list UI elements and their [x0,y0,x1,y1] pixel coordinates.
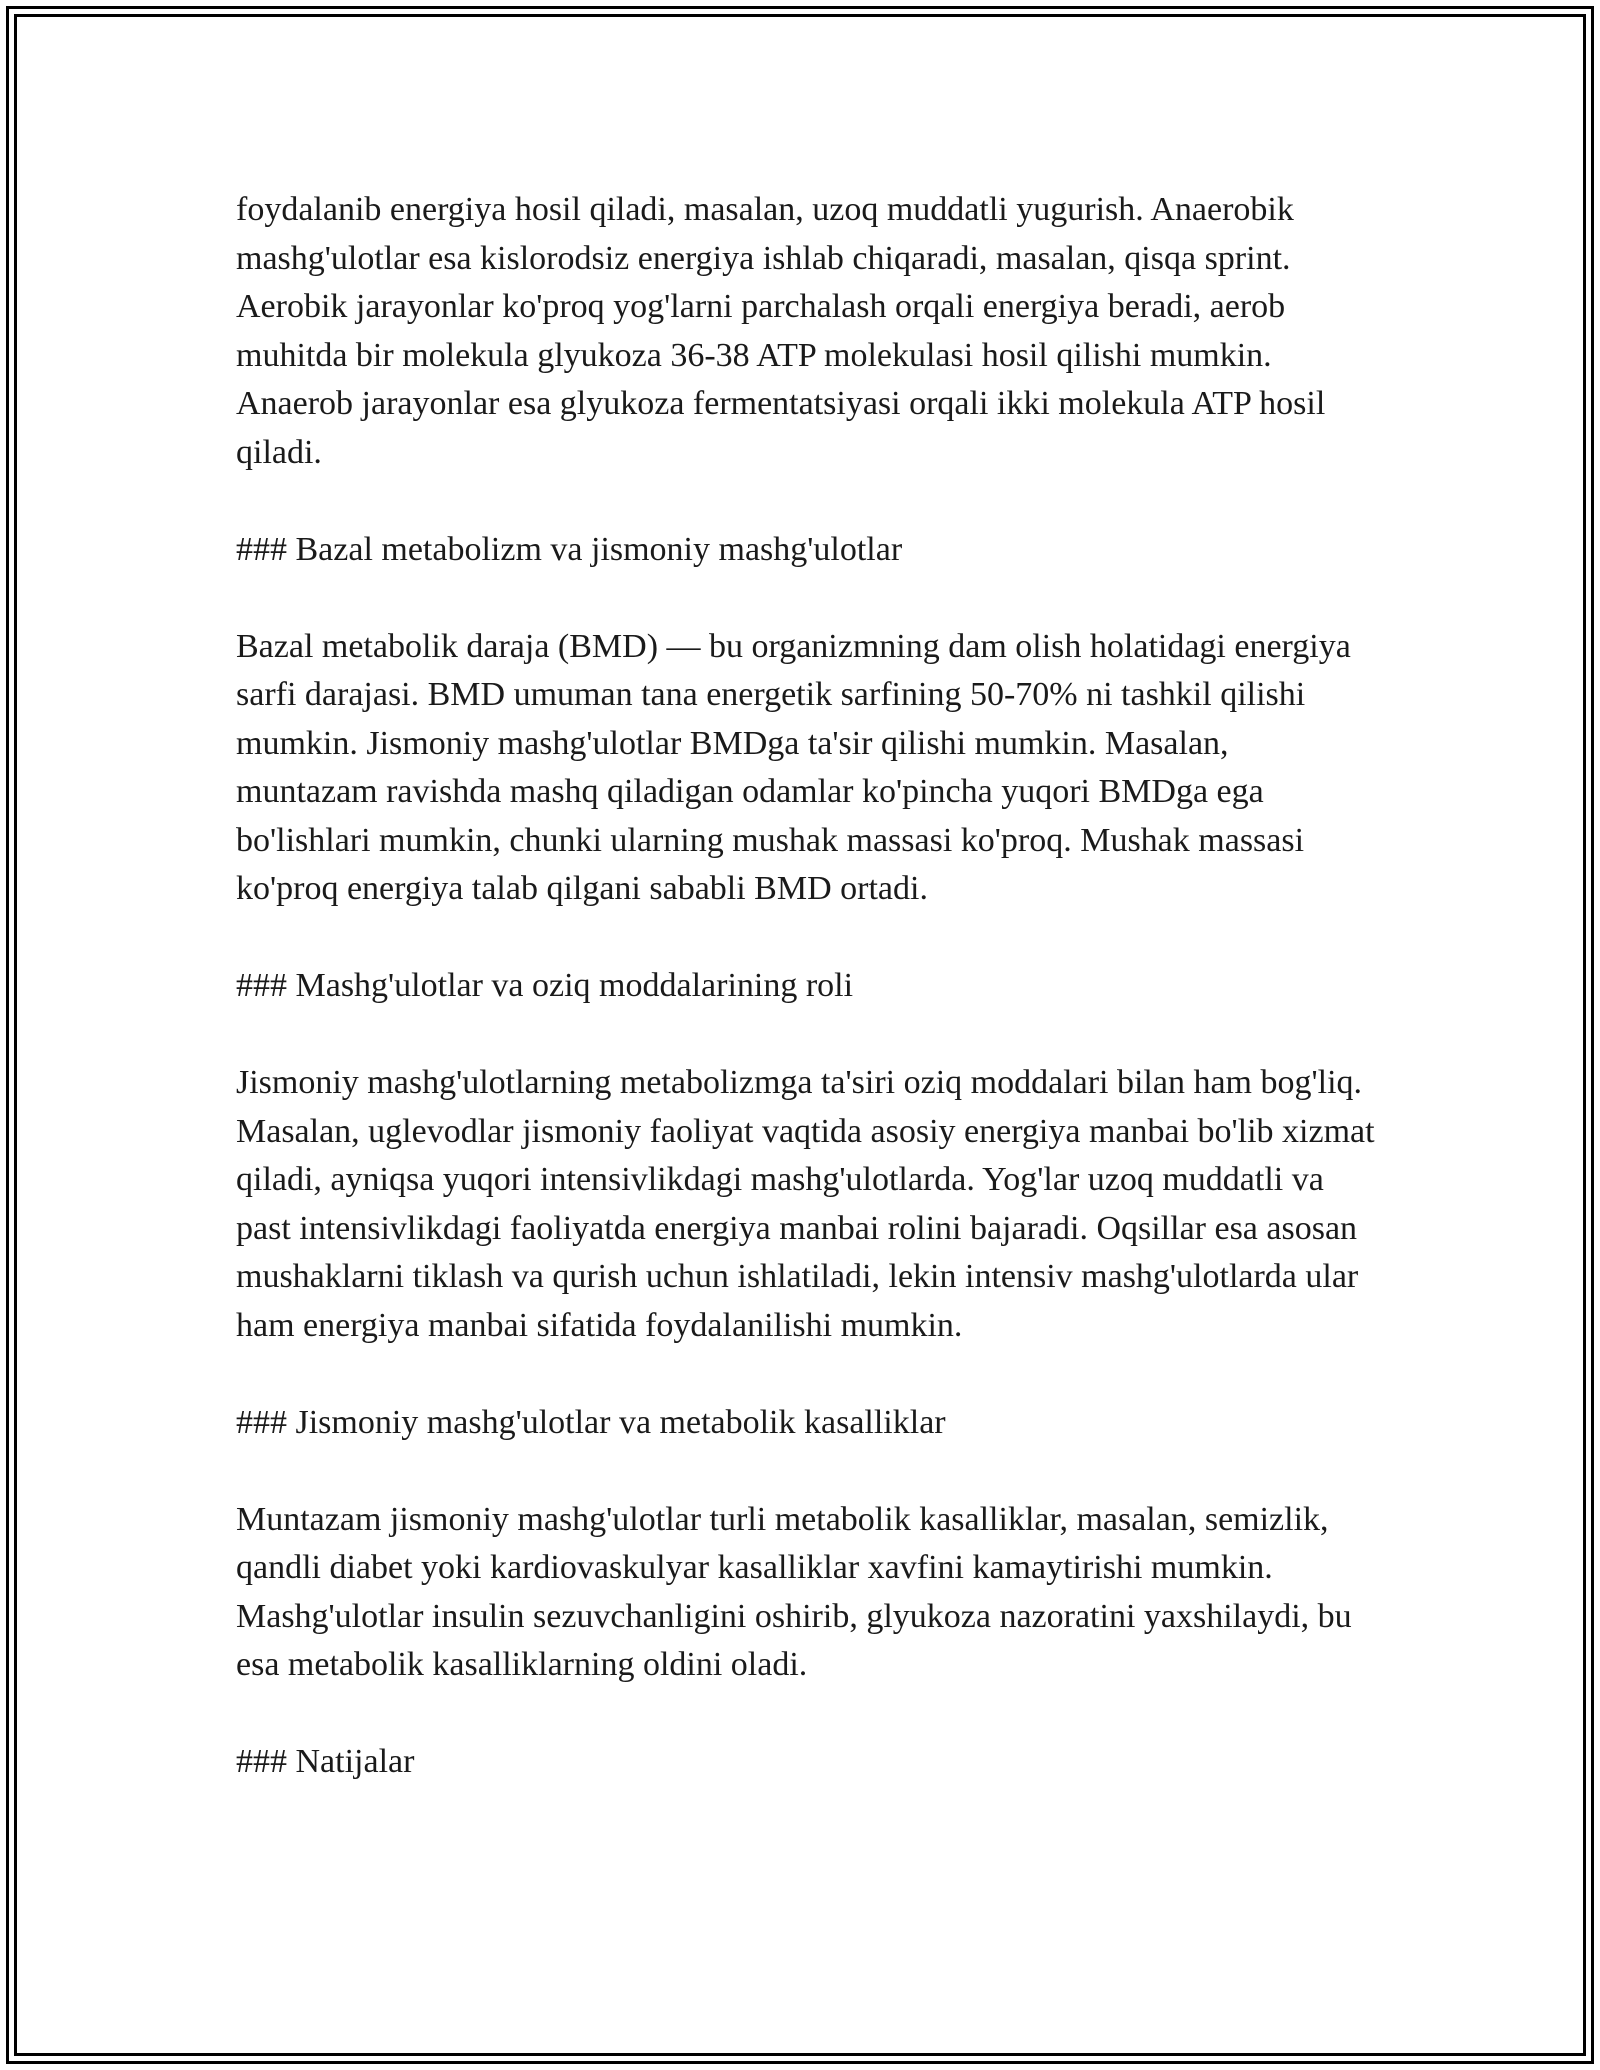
paragraph-nutrients: Jismoniy mashg'ulotlarning metabolizmga ta'siri oziq moddalari bilan ham bog'liq. Masalan, uglevodlar jismoniy faoliyat vaqtida asosiy energiya manbai bo'lib xizmat qiladi, ayniqsa yuqori intensivlikdagi mashg'ulotlarda. Yog'lar uzoq muddatli va past intensivlikdagi faoliyatda energiya manbai rolini bajaradi. Oqsillar esa asosan mushaklarni tiklash va qurish uchun ishlatiladi, lekin intensiv mashg'ulotlarda ular ham energiya manbai sifatida foydalanilishi mumkin. [236,1064,1375,1344]
paragraph-aerobic-anaerobic: foydalanib energiya hosil qiladi, masalan, uzoq muddatli yugurish. Anaerobik mashg'ulotlar esa kislorodsiz energiya ishlab chiqaradi, masalan, qisqa sprint. Aerobik jarayonlar ko'proq yog'larni parchalash orqali energiya beradi, aerob muhitda bir molekula glyukoza 36-38 ATP molekulasi hosil qilishi mumkin. Anaerob jarayonlar esa glyukoza fermentatsiyasi orqali ikki molekula ATP hosil qiladi. [236,191,1326,471]
paragraph-diseases: Muntazam jismoniy mashg'ulotlar turli metabolik kasalliklar, masalan, semizlik, qandli diabet yoki kardiovaskulyar kasalliklar xavfini kamaytirishi mumkin. Mashg'ulotlar insulin sezuvchanligini oshirib, glyukoza nazoratini yaxshilaydi, bu esa metabolik kasalliklarning oldini oladi. [236,1500,1352,1683]
heading-bazal-metabolizm: ### Bazal metabolizm va jismoniy mashg'ulotlar [236,530,903,568]
paragraph-bmd: Bazal metabolik daraja (BMD) — bu organizmning dam olish holatidagi energiya sarfi darajasi. BMD umuman tana energetik sarfining 50-70% ni tashkil qilishi mumkin. Jismoniy mashg'ulotlar BMDga ta'sir qilishi mumkin. Masalan, muntazam ravishda mashq qiladigan odamlar ko'pincha yuqori BMDga ega bo'lishlari mumkin, chunki ularning mushak massasi ko'proq. Mushak massasi ko'proq energiya talab qilgani sababli BMD ortadi. [236,627,1351,907]
heading-metabolik-kasalliklar: ### Jismoniy mashg'ulotlar va metabolik kasalliklar [236,1403,946,1441]
document-body [236,186,1376,1835]
heading-natijalar: ### Natijalar [236,1743,415,1780]
heading-oziq-moddalar: ### Mashg'ulotlar va oziq moddalarining roli [236,967,854,1004]
